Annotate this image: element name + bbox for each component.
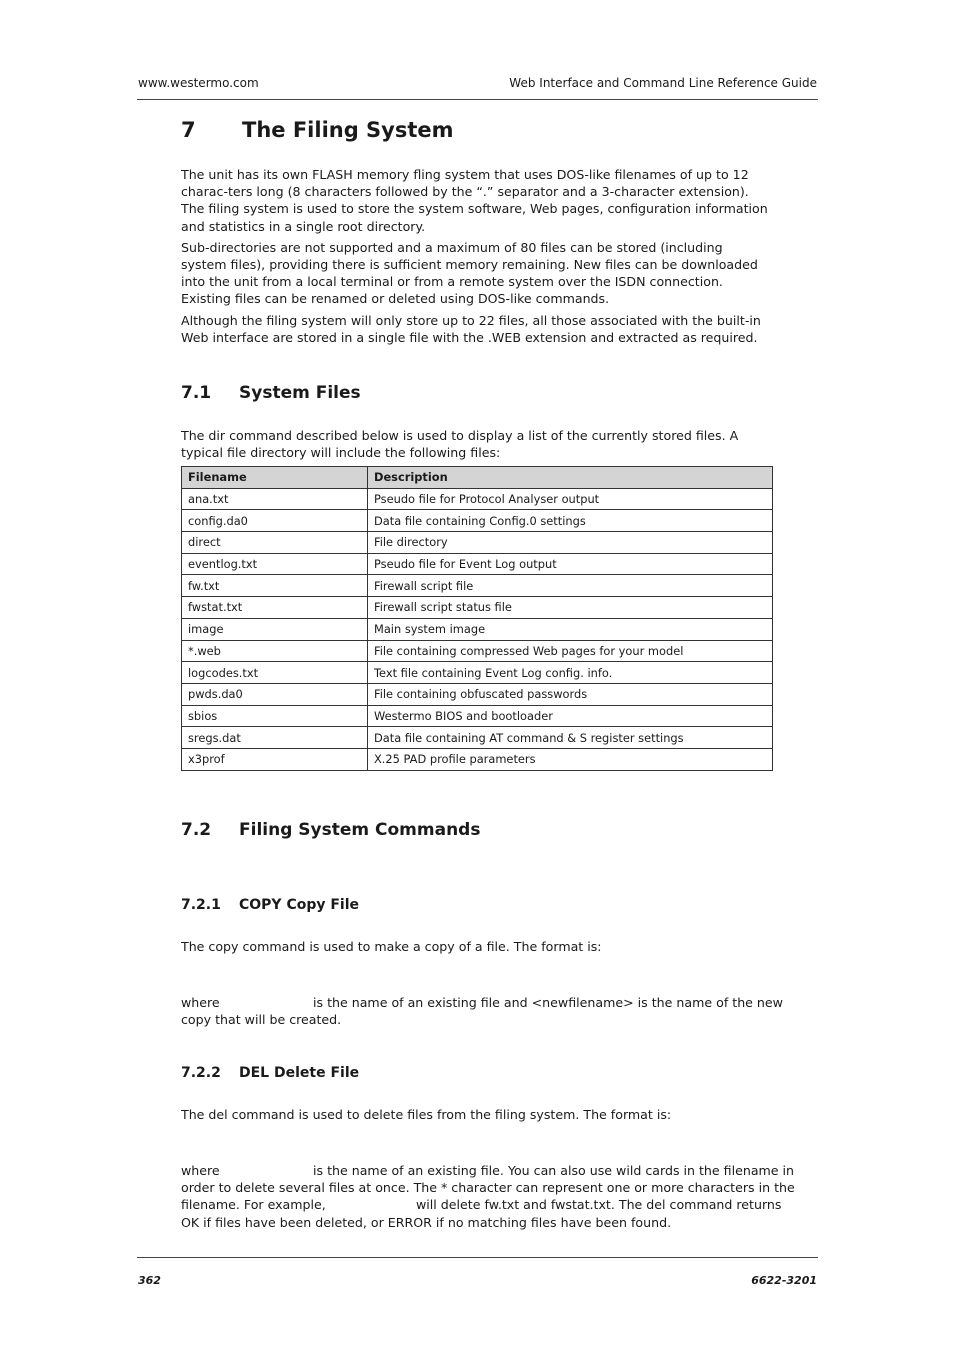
section-7-2-2-number: 7.2.2 [181, 1065, 221, 1081]
filename-cell: sbios [182, 705, 368, 727]
copy-where-line-1: is the name of an existing file and <newfilename> is the name of the new [313, 995, 783, 1010]
intro-paragraph-2: Sub-directories are not supported and a maximum of 80 files can be stored (including system files), providing there is sufficient memory remaining. New files can be downloaded into the unit from a local terminal or from a remote system over the ISDN connection. Existing files can be renamed or deleted using DOS-like commands. [181, 239, 758, 307]
section-7-2-2-title: DEL Delete File [239, 1065, 360, 1081]
description-cell: File containing compressed Web pages for your model [368, 640, 773, 662]
filename-cell: x3prof [182, 748, 368, 770]
table-row [182, 618, 773, 640]
description-cell: Pseudo file for Event Log output [368, 553, 773, 575]
table-header-row [182, 467, 773, 489]
del-where-line-3a: filename. For example, [181, 1197, 326, 1212]
chapter-number: 7 [181, 118, 196, 142]
header-url: www.westermo.com [138, 76, 259, 90]
chapter-title: The Filing System [242, 118, 454, 142]
system-files-table [181, 466, 773, 771]
column-header-filename: Filename [182, 467, 368, 489]
intro-paragraph-1: The unit has its own FLASH memory fling system that uses DOS-like filenames of up to 12 charac-ters long (8 characters followed by the “.” separator and a 3-character extension). The filing system is used to store the system software, Web pages, configuration information and statistics in a single root directory. [181, 167, 768, 234]
footer-rule [137, 1257, 818, 1258]
filename-cell: pwds.da0 [182, 683, 368, 705]
copy-where-word: where [181, 995, 220, 1010]
filename-cell: fwstat.txt [182, 597, 368, 619]
intro-paragraph-3: Although the filing system will only store up to 22 files, all those associated with the built-in Web interface are stored in a single file with the .WEB extension and extracted as required. [181, 312, 761, 345]
section-7-2-number: 7.2 [181, 820, 212, 840]
doc-number: 6622-3201 [751, 1274, 817, 1287]
filename-cell: fw.txt [182, 575, 368, 597]
filename-cell: sregs.dat [182, 727, 368, 749]
table-row [182, 727, 773, 749]
table-row [182, 748, 773, 770]
table-row [182, 510, 773, 532]
section-7-2-1-title: COPY Copy File [239, 897, 360, 913]
table-row [182, 597, 773, 619]
del-where-line-3b: will delete fw.txt and fwstat.txt. The del command returns [416, 1197, 782, 1212]
section-7-2-title: Filing System Commands [239, 820, 481, 840]
description-cell: Firewall script file [368, 575, 773, 597]
description-cell: File directory [368, 532, 773, 554]
section-7-2-1-number: 7.2.1 [181, 897, 221, 913]
section-7-1-intro: The dir command described below is used to display a list of the currently stored files. A typical file directory will include the following files: [181, 428, 739, 461]
table-row [182, 683, 773, 705]
description-cell: Firewall script status file [368, 597, 773, 619]
header-guide-title: Web Interface and Command Line Reference Guide [509, 76, 817, 90]
del-intro: The del command is used to delete files from the filing system. The format is: [181, 1107, 672, 1122]
section-7-1-number: 7.1 [181, 383, 212, 403]
del-where-line-2: order to delete several files at once. The * character can represent one or more characters in the [181, 1180, 795, 1195]
table-row [182, 662, 773, 684]
table-row [182, 575, 773, 597]
filename-cell: ana.txt [182, 488, 368, 510]
section-7-1-title: System Files [239, 383, 361, 403]
table-row [182, 553, 773, 575]
filename-cell: direct [182, 532, 368, 554]
page-number: 362 [138, 1274, 161, 1287]
copy-where-line-2: copy that will be created. [181, 1012, 342, 1027]
table-row [182, 532, 773, 554]
description-cell: Pseudo file for Protocol Analyser output [368, 488, 773, 510]
description-cell: Westermo BIOS and bootloader [368, 705, 773, 727]
filename-cell: image [182, 618, 368, 640]
table-row [182, 488, 773, 510]
filename-cell: logcodes.txt [182, 662, 368, 684]
description-cell: Data file containing AT command & S register settings [368, 727, 773, 749]
filename-cell: eventlog.txt [182, 553, 368, 575]
description-cell: Data file containing Config.0 settings [368, 510, 773, 532]
description-cell: Main system image [368, 618, 773, 640]
description-cell: File containing obfuscated passwords [368, 683, 773, 705]
del-where-line-4: OK if files have been deleted, or ERROR if no matching files have been found. [181, 1215, 672, 1230]
description-cell: Text file containing Event Log config. info. [368, 662, 773, 684]
filename-cell: *.web [182, 640, 368, 662]
description-cell: X.25 PAD profile parameters [368, 748, 773, 770]
column-header-description: Description [368, 467, 773, 489]
header-rule [137, 99, 818, 100]
filename-cell: config.da0 [182, 510, 368, 532]
chapter-intro [181, 166, 771, 350]
del-where-word: where [181, 1163, 220, 1178]
table-row [182, 640, 773, 662]
table-row [182, 705, 773, 727]
copy-intro: The copy command is used to make a copy of a file. The format is: [181, 939, 602, 954]
del-where-line-1: is the name of an existing file. You can also use wild cards in the filename in [313, 1163, 795, 1178]
